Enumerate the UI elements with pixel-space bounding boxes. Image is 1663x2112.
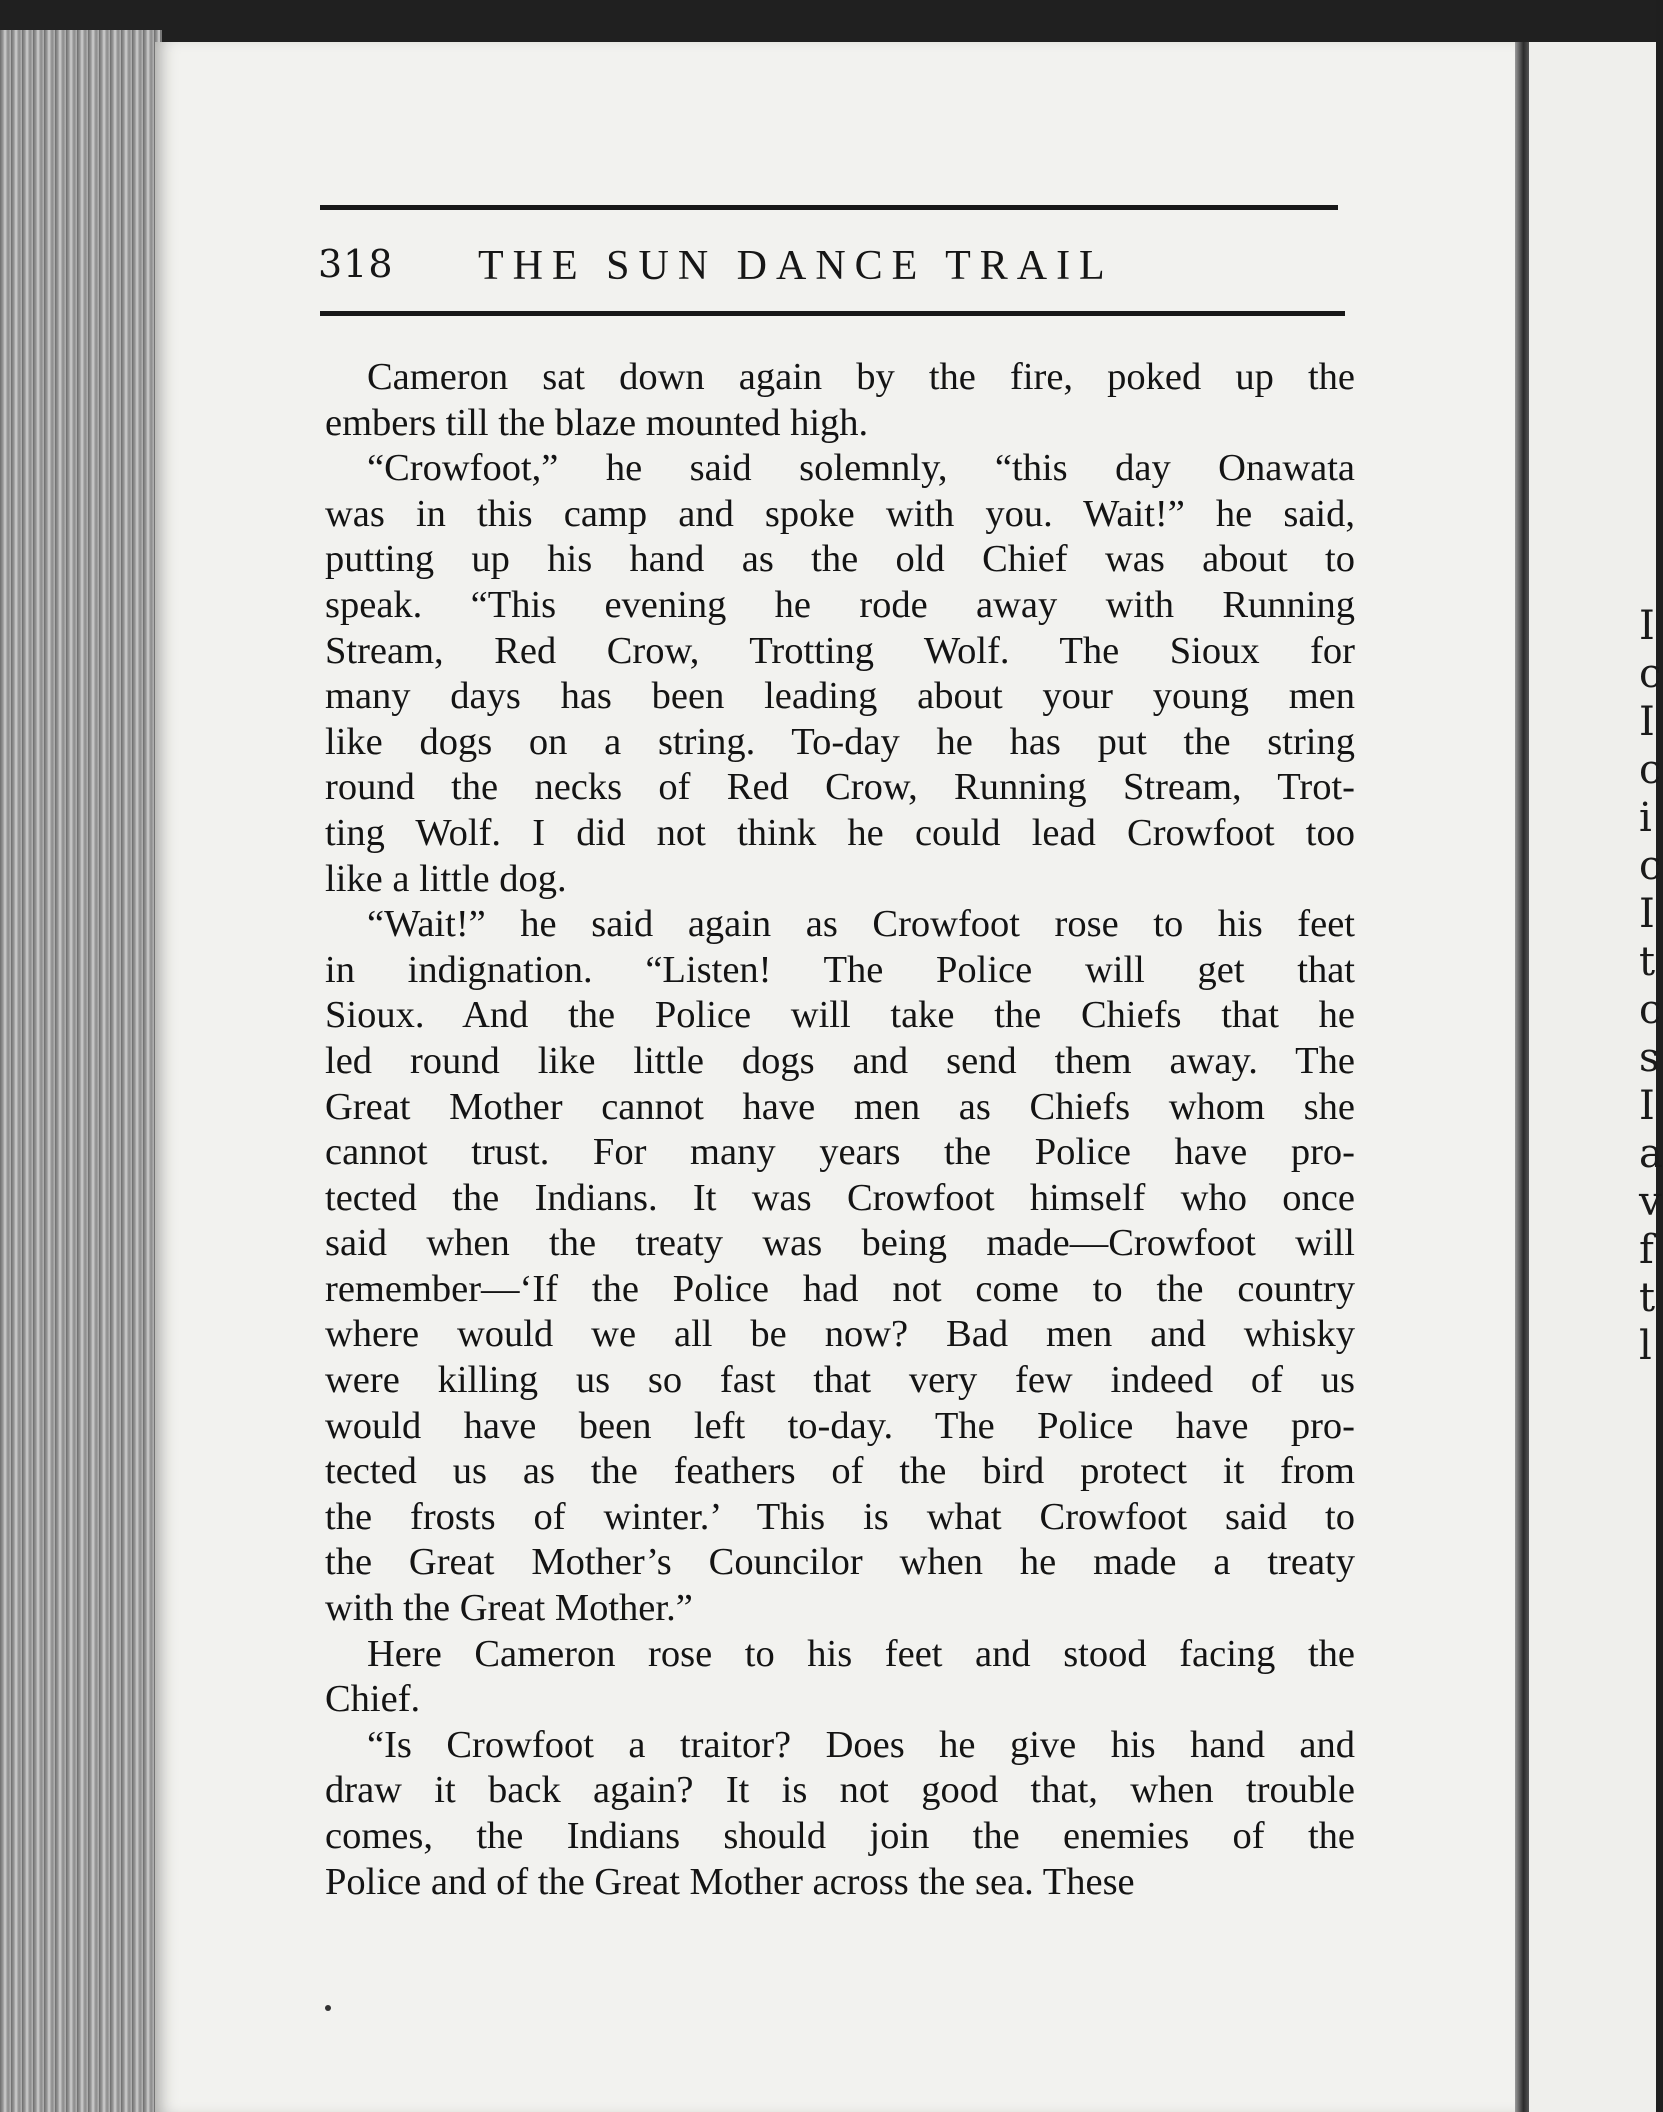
text-line: with the Great Mother.”: [325, 1587, 693, 1630]
text-line: tected the Indians. It was Crowfoot himself who once: [325, 1176, 1355, 1219]
text-line: Here Cameron rose to his feet and stood facing the: [367, 1632, 1355, 1675]
text-line: the frosts of winter.’ This is what Crowfoot said to: [325, 1495, 1355, 1538]
text-line: tected us as the feathers of the bird protect it from: [325, 1450, 1355, 1493]
text-line: draw it back again? It is not good that, when trouble: [325, 1769, 1355, 1812]
text-line: remember—‘If the Police had not come to the country: [325, 1267, 1355, 1310]
facing-page-glyph: I: [1639, 699, 1655, 745]
text-line: would have been left to-day. The Police have pro-: [325, 1404, 1355, 1447]
text-line: Police and of the Great Mother across the sea. These: [325, 1860, 1135, 1903]
facing-page-fragments: [1639, 602, 1663, 1370]
text-line: “Wait!” he said again as Crowfoot rose to his feet: [367, 903, 1355, 946]
facing-page-glyph: I: [1639, 603, 1655, 649]
header-top-rule: [320, 205, 1338, 210]
paragraph: [325, 902, 1355, 1632]
text-line: ting Wolf. I did not think he could lead Crowfoot too: [325, 811, 1355, 854]
text-line: where would we all be now? Bad men and whisky: [325, 1313, 1355, 1356]
text-line: many days has been leading about your young men: [325, 675, 1355, 718]
page-stack-edge: [0, 30, 162, 2112]
paragraph: [325, 446, 1355, 902]
facing-page-glyph: i: [1639, 795, 1652, 841]
text-line: said when the treaty was being made—Crowfoot will: [325, 1222, 1355, 1265]
print-speck: [325, 2005, 331, 2011]
text-line: were killing us so fast that very few indeed of us: [325, 1359, 1355, 1402]
text-line: Chief.: [325, 1678, 421, 1721]
running-header: [318, 242, 1348, 302]
facing-page-glyph: f: [1639, 1227, 1654, 1273]
text-line: embers till the blaze mounted high.: [325, 401, 869, 444]
text-line: the Great Mother’s Councilor when he made a treaty: [325, 1541, 1355, 1584]
facing-page-glyph: a: [1639, 1131, 1663, 1177]
text-line: was in this camp and spoke with you. Wait!” he said,: [325, 492, 1355, 535]
text-line: like a little dog.: [325, 857, 567, 900]
text-line: led round like little dogs and send them away. The: [325, 1039, 1355, 1082]
paragraph: [325, 1632, 1355, 1723]
facing-page-glyph: I: [1639, 1083, 1655, 1129]
facing-page-glyph: l: [1639, 1323, 1652, 1369]
facing-page-glyph: c: [1639, 747, 1662, 793]
text-line: like dogs on a string. To-day he has put the string: [325, 720, 1355, 763]
header-bottom-rule: [320, 311, 1345, 316]
book-gutter: [1515, 42, 1529, 2112]
text-line: cannot trust. For many years the Police have pro-: [325, 1131, 1355, 1174]
text-line: Great Mother cannot have men as Chiefs whom she: [325, 1085, 1355, 1128]
text-line: speak. “This evening he rode away with Running: [325, 583, 1355, 626]
text-line: Sioux. And the Police will take the Chiefs that he: [325, 994, 1355, 1037]
page-number: 318: [318, 242, 394, 286]
text-line: putting up his hand as the old Chief was about to: [325, 538, 1355, 581]
facing-page-glyph: v: [1639, 1179, 1662, 1225]
running-title: THE SUN DANCE TRAIL: [478, 243, 1114, 289]
facing-page-glyph: s: [1639, 1035, 1660, 1081]
text-line: “Crowfoot,” he said solemnly, “this day Onawata: [367, 447, 1355, 490]
facing-page-glyph: t: [1639, 1275, 1656, 1321]
text-line: round the necks of Red Crow, Running Stream, Trot-: [325, 766, 1355, 809]
text-line: Stream, Red Crow, Trotting Wolf. The Sioux for: [325, 629, 1355, 672]
text-line: in indignation. “Listen! The Police will get that: [325, 948, 1355, 991]
facing-page-glyph: I: [1639, 891, 1655, 937]
text-line: Cameron sat down again by the fire, poked up the: [367, 356, 1355, 398]
paragraph: [325, 1723, 1355, 1905]
facing-page-glyph: t: [1639, 939, 1656, 985]
facing-page-glyph: c: [1639, 651, 1662, 697]
text-line: “Is Crowfoot a traitor? Does he give his hand and: [367, 1723, 1355, 1766]
facing-page: [1529, 42, 1663, 2112]
facing-page-glyph: c: [1639, 987, 1662, 1033]
text-line: comes, the Indians should join the enemies of the: [325, 1815, 1355, 1857]
body-text: [325, 355, 1355, 1905]
paragraph: [325, 355, 1355, 446]
facing-page-glyph: c: [1639, 843, 1662, 889]
